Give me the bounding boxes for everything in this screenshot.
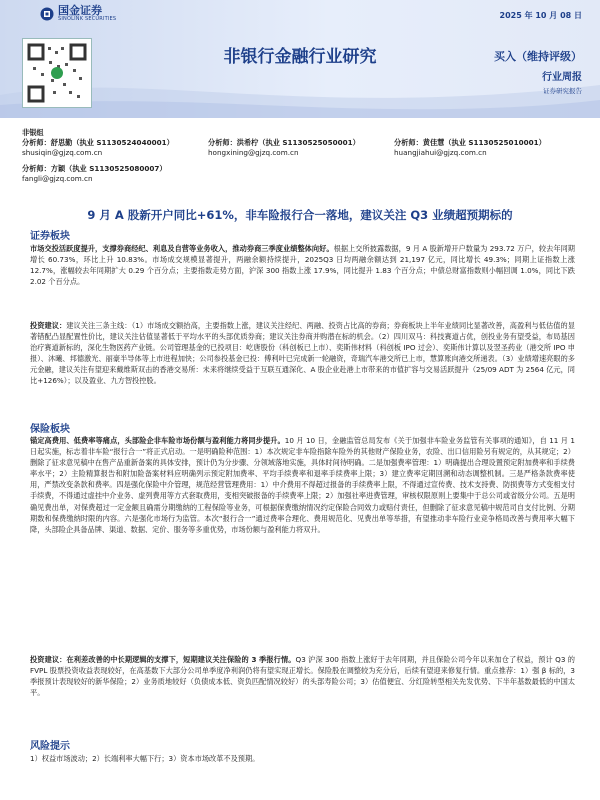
section-title-securities: 证券板块 bbox=[30, 231, 70, 242]
para-body: 建议关注三条主线：（1）市场成交额抬高，主要指数上涨，建议关注经纪、两融、投资占比高的券商；券商板块上半年业绩同比显著改善，高盈利与低估值的显著错配凸显配置性价比，建议关注估值显著低于平均水平的头部优质券商；建议关注券商并购潜在标的机会。（2）四川双马：科技赛道占优，创投业务有望受益，布局基因治疗赛道新标的，深化生物医药产业链。公司管理基金的已投项目：屹唐股份（科创板已上市）、奕斯伟材料（科创板 IPO 过会）、奕斯伟计算以及翌圣药业（港交所 IPO 申报）、沐曦、邦德激光、丽豪半导体等上市进程加快；公司参投基金已投：傅利叶已完成新一轮融资，奇瑞汽车港交所已上市，慧算账向港交所递表。（3）业绩增速亮眼的多元金融，建议关注有望迎来戴维斯双击的香港交易所：未来将继续受益于互联互通深化、A 股企业赴港上市带来的市值扩容与交易活跃提升（25/09 ADT 为 2564 亿元，同比+126%）；以及盈业、九方智投控股。 bbox=[30, 321, 575, 386]
report-header bbox=[0, 0, 600, 118]
para-body: Q3 沪深 300 指数上涨好于去年同期，并且保险公司今年以来加仓了权益，预计 Q3 的 FVPL 股票投资收益表现较好，在高基数下大部分公司单季度净利润仍将有望实现正增长。保险股在调整较为充分后，后续有望迎来修复行情。重点推荐：1）强 β 标的，3 季报预计表现较好的新华保险；2）业务质地较好（负债成本低、资负匹配情况较好）的头部寿险公司；3）估值便宜、分红险转型相关先发优势、下半年基数最低的中国太平。 bbox=[30, 655, 575, 698]
analyst-2 bbox=[208, 138, 394, 158]
insurance-paragraph-2 bbox=[30, 654, 575, 698]
analyst-3 bbox=[394, 138, 580, 158]
analyst-1 bbox=[22, 138, 208, 158]
rating-label: 买入（维持评级） bbox=[494, 50, 582, 63]
analyst-label: 分析师：方颖（执业 S1130525080007） bbox=[22, 164, 167, 173]
analyst-group: 非银组 bbox=[22, 128, 44, 137]
insurance-paragraph-1 bbox=[30, 435, 575, 535]
section-title-risk: 风险提示 bbox=[30, 741, 70, 752]
para-lead: 锚定高费用、低费率等痛点，头部险企非车险市场份额与盈利能力将同步提升。 bbox=[30, 436, 285, 445]
para-body: 根据上交所披露数据，9 月 A 股新增开户数量为 293.72 万户，较去年同期增长 60.73%，环比上升 10.83%。市场成交规模显著提升，两融余额持续提升，2025Q3 日均两融余额达到 21,197 亿元，同比增长 49.3%；同期上证指数上涨 12.7%，涨幅较去年同期扩大 0.29 个百分点；主要指数走势方面，沪深 300 指数上涨 17.9%，同比提升 1.83 个百分点；中债总财富指数则小幅回调 1.0%，同比下跌 2.02 个百分点。 bbox=[30, 244, 575, 287]
report-subtype: 证券研究报告 bbox=[543, 87, 582, 95]
report-title: 非银行金融行业研究 bbox=[223, 47, 377, 67]
analyst-block bbox=[22, 128, 582, 184]
para-lead: 投资建议： bbox=[30, 321, 67, 330]
analyst-email[interactable]: shusiqin@gjzq.com.cn bbox=[22, 148, 103, 157]
securities-paragraph-1 bbox=[30, 243, 575, 287]
securities-paragraph-2 bbox=[30, 320, 575, 387]
analyst-label: 分析师：洪希柠（执业 S1130525050001） bbox=[208, 138, 360, 147]
analyst-row bbox=[22, 138, 582, 158]
company-logo bbox=[40, 5, 116, 22]
analyst-email[interactable]: hongxining@gjzq.com.cn bbox=[208, 148, 299, 157]
para-body: 10 月 10 日，金融监管总局发布《关于加强非车险业务监管有关事项的通知》，自 11 月 1 日起实施，标志着非车险“报行合一”将正式启动。一是明确险种范围：1）本次规定非车险指除车险外的其他财产保险业务，农险、出口信用险另有规定的，从其规定；2）删除了征求意见稿中在售产品重新备案的具体安排，预计仍为分步骤、分领域落地实施，具体时间待明确。二是加强费率管理：1）明确提出合理设置预定附加费率和手续费率水平；2）主险精算报告和附加险备案材料应明确列示预定附加费率、平均手续费率和退率手续费率上限；3）建立费率定期回溯和动态调整机制。三是严格条款费率使用，严禁改变条款和费率。四是强化保险中介管理，规范经营管理费用：1）中介费用不得超过报备的手续费率上限，不得通过宣传费、技术支持费、防损费等方式变相支付手续费，不得通过虚挂中介业务、虚列费用等方式套取费用，变相突破报备的手续费率上限；2）加强社率进费管理，审核权限原则上要集中于总公司或省级分公司。五是明确见费出单，对保费超过一定金额且确需分期缴纳的工程保险等业务，可根据保费缴纳情况约定保险合同效力或赔付责任，但删除了征求意见稿中规范司自支付比例、分期期数和保费缴纳时限的内容。六是强化市场行为监管。本次“报行合一”通过费率合理化、费用规范化、见费出单等举措，有望推动非车险行业竞争格局改善与费用率大幅下降，头部险企具备品牌、渠道、数据、定价、服务等多重优势，市场份额与盈利能力将双升。 bbox=[30, 436, 575, 534]
section-title-insurance: 保险板块 bbox=[30, 424, 70, 435]
risk-text: 1）权益市场波动；2）长端利率大幅下行；3）资本市场改革不及预期。 bbox=[30, 754, 260, 763]
analyst-label: 分析师：黄佳慧（执业 S1130525010001） bbox=[394, 138, 546, 147]
para-lead: 市场交投活跃度提升，支撑券商经纪、利息及自营等业务收入，推动券商三季度业绩整体向好。 bbox=[30, 244, 334, 253]
analyst-email[interactable]: huangjiahui@gjzq.com.cn bbox=[394, 148, 487, 157]
logo-emblem-icon bbox=[40, 7, 54, 21]
report-type: 行业周报 bbox=[542, 72, 582, 83]
analyst-label: 分析师：舒思勤（执业 S1130524040001） bbox=[22, 138, 174, 147]
report-headline: 9 月 A 股新开户同比+61%，非车险报行合一落地，建议关注 Q3 业绩超预期标的 bbox=[87, 208, 513, 222]
para-lead: 投资建议：在利差改善的中长期逻辑的支撑下，短期建议关注保险的 3 季报行情。 bbox=[30, 655, 296, 664]
analyst-email[interactable]: fangli@gjzq.com.cn bbox=[22, 174, 93, 183]
report-date: 2025 年 10 月 08 日 bbox=[499, 11, 582, 20]
logo-cn: 国金证券 bbox=[58, 4, 102, 17]
logo-en: SINOLINK SECURITIES bbox=[58, 16, 117, 22]
